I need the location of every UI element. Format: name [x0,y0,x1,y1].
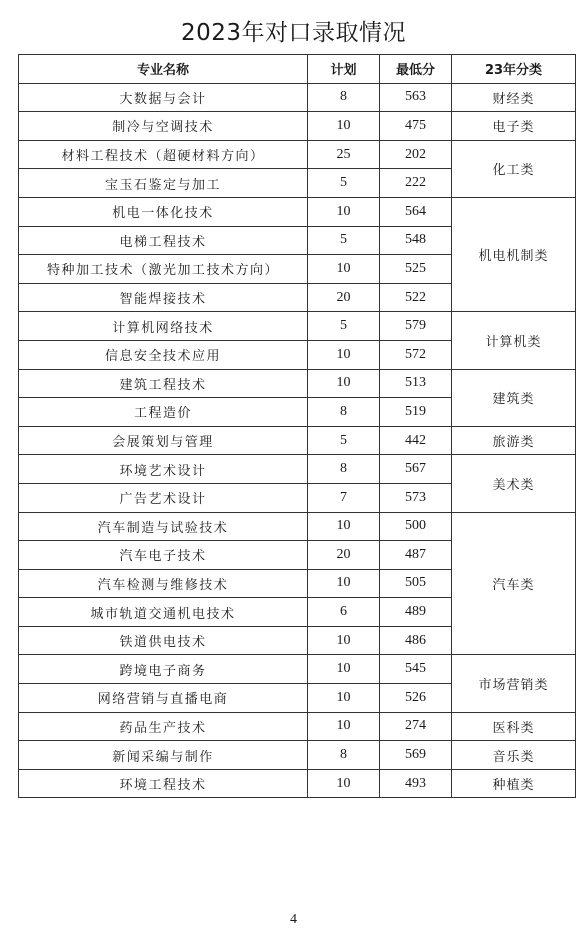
table-row [19,655,576,684]
table-row [19,140,576,169]
page-number: 4 [290,912,297,927]
category-cell: 医科类 [452,712,576,741]
min-score-cell: 579 [380,312,452,341]
table-row [19,83,576,112]
category-cell: 化工类 [452,140,576,197]
category-cell: 电子类 [452,112,576,141]
major-name-cell: 电梯工程技术 [19,226,308,255]
plan-cell: 10 [308,340,380,369]
major-name-cell: 信息安全技术应用 [19,340,308,369]
major-name-cell: 机电一体化技术 [19,197,308,226]
table-body [19,83,576,798]
table-row [19,426,576,455]
table-row [19,312,576,341]
category-cell: 建筑类 [452,369,576,426]
min-score-cell: 222 [380,169,452,198]
min-score-cell: 525 [380,255,452,284]
plan-cell: 8 [308,398,380,427]
table-row [19,197,576,226]
plan-cell: 10 [308,626,380,655]
min-score-cell: 202 [380,140,452,169]
plan-cell: 10 [308,769,380,798]
min-score-cell: 274 [380,712,452,741]
major-name-cell: 建筑工程技术 [19,369,308,398]
major-name-cell: 宝玉石鉴定与加工 [19,169,308,198]
min-score-cell: 572 [380,340,452,369]
category-cell: 音乐类 [452,741,576,770]
plan-cell: 10 [308,255,380,284]
table-row [19,455,576,484]
min-score-cell: 569 [380,741,452,770]
table-row [19,112,576,141]
major-name-cell: 药品生产技术 [19,712,308,741]
plan-cell: 5 [308,226,380,255]
plan-cell: 10 [308,197,380,226]
page-title: 2023年对口录取情况 [180,20,407,46]
header-plan: 计划 [308,55,380,84]
plan-cell: 10 [308,512,380,541]
min-score-cell: 522 [380,283,452,312]
category-cell: 机电机制类 [452,197,576,311]
header-min-score: 最低分 [380,55,452,84]
category-cell: 财经类 [452,83,576,112]
header-major: 专业名称 [19,55,308,84]
plan-cell: 25 [308,140,380,169]
min-score-cell: 493 [380,769,452,798]
table-row [19,769,576,798]
plan-cell: 6 [308,598,380,627]
major-name-cell: 材料工程技术（超硬材料方向） [19,140,308,169]
plan-cell: 8 [308,83,380,112]
plan-cell: 5 [308,426,380,455]
plan-cell: 20 [308,283,380,312]
category-cell: 汽车类 [452,512,576,655]
major-name-cell: 广告艺术设计 [19,483,308,512]
major-name-cell: 网络营销与直播电商 [19,684,308,713]
min-score-cell: 489 [380,598,452,627]
table-row [19,712,576,741]
table-row [19,369,576,398]
plan-cell: 8 [308,455,380,484]
major-name-cell: 智能焊接技术 [19,283,308,312]
major-name-cell: 铁道供电技术 [19,626,308,655]
major-name-cell: 制冷与空调技术 [19,112,308,141]
table-header-row [19,55,576,84]
major-name-cell: 会展策划与管理 [19,426,308,455]
plan-cell: 10 [308,112,380,141]
plan-cell: 8 [308,741,380,770]
major-name-cell: 新闻采编与制作 [19,741,308,770]
major-name-cell: 环境工程技术 [19,769,308,798]
plan-cell: 10 [308,655,380,684]
min-score-cell: 487 [380,541,452,570]
min-score-cell: 519 [380,398,452,427]
plan-cell: 5 [308,169,380,198]
category-cell: 市场营销类 [452,655,576,712]
min-score-cell: 475 [380,112,452,141]
min-score-cell: 513 [380,369,452,398]
min-score-cell: 567 [380,455,452,484]
table-row [19,512,576,541]
category-cell: 美术类 [452,455,576,512]
min-score-cell: 564 [380,197,452,226]
min-score-cell: 563 [380,83,452,112]
category-cell: 旅游类 [452,426,576,455]
header-category: 23年分类 [452,55,576,84]
major-name-cell: 大数据与会计 [19,83,308,112]
major-name-cell: 跨境电子商务 [19,655,308,684]
category-cell: 种植类 [452,769,576,798]
admissions-table [18,54,576,798]
major-name-cell: 汽车检测与维修技术 [19,569,308,598]
table-row [19,741,576,770]
plan-cell: 10 [308,684,380,713]
major-name-cell: 计算机网络技术 [19,312,308,341]
plan-cell: 10 [308,569,380,598]
major-name-cell: 环境艺术设计 [19,455,308,484]
min-score-cell: 505 [380,569,452,598]
min-score-cell: 500 [380,512,452,541]
major-name-cell: 工程造价 [19,398,308,427]
min-score-cell: 573 [380,483,452,512]
plan-cell: 7 [308,483,380,512]
major-name-cell: 特种加工技术（激光加工技术方向） [19,255,308,284]
plan-cell: 20 [308,541,380,570]
major-name-cell: 汽车制造与试验技术 [19,512,308,541]
min-score-cell: 442 [380,426,452,455]
plan-cell: 5 [308,312,380,341]
plan-cell: 10 [308,369,380,398]
min-score-cell: 486 [380,626,452,655]
min-score-cell: 548 [380,226,452,255]
major-name-cell: 城市轨道交通机电技术 [19,598,308,627]
major-name-cell: 汽车电子技术 [19,541,308,570]
min-score-cell: 545 [380,655,452,684]
plan-cell: 10 [308,712,380,741]
category-cell: 计算机类 [452,312,576,369]
min-score-cell: 526 [380,684,452,713]
